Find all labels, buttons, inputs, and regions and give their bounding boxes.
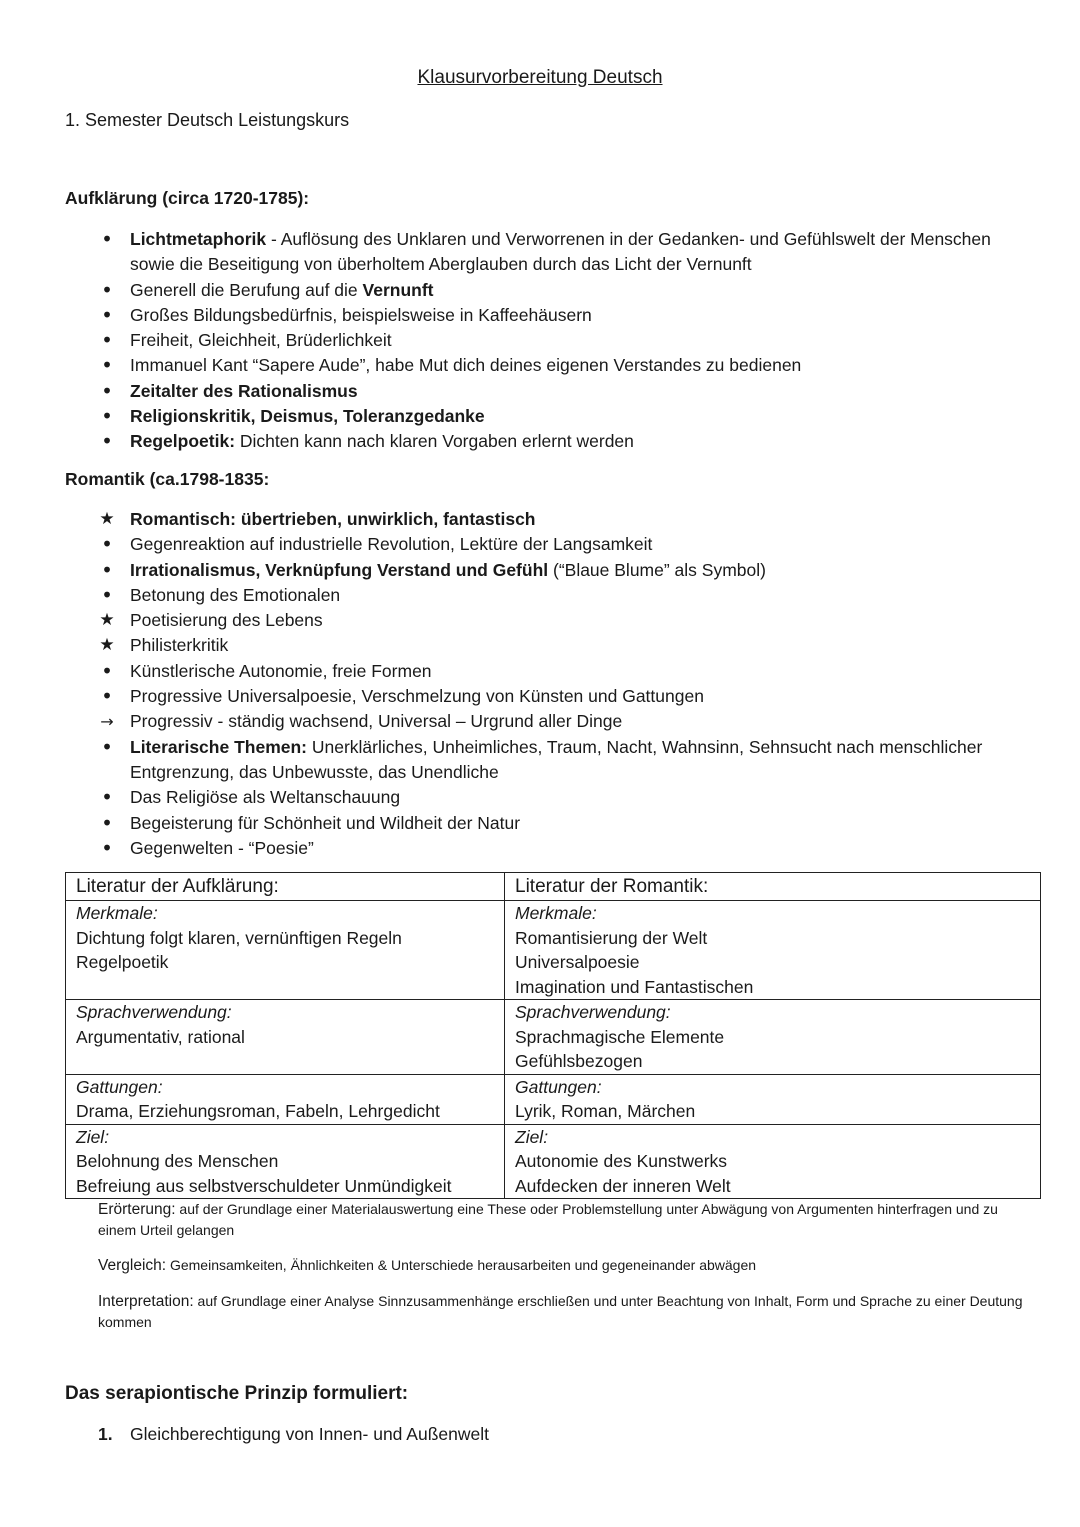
- item-text: Poetisierung des Lebens: [130, 610, 323, 631]
- table-row: [66, 1000, 1041, 1075]
- star-icon: ★: [99, 610, 115, 631]
- bullet-icon: •: [101, 582, 113, 607]
- list-item: [0, 429, 1080, 454]
- item-text: - Auflösung des Unklaren und Verworrenen in der Gedanken- und Gefühlswelt der Menschen sowie die Beseitigung von überholtem Aberglauben durch das Licht der Vernunft: [130, 229, 991, 275]
- list-item: [0, 278, 1080, 303]
- item-text: Immanuel Kant “Sapere Aude”, habe Mut dich deines eigenen Verstandes zu bedienen: [130, 355, 802, 376]
- definition-interpretation: [98, 1291, 1028, 1333]
- bullet-icon: •: [101, 404, 113, 429]
- bold-term: Literarische Themen:: [130, 736, 307, 757]
- list-item: [0, 709, 1080, 734]
- bullet-icon: •: [101, 810, 113, 835]
- list-item: [0, 227, 1080, 278]
- bullet-icon: •: [101, 378, 113, 403]
- list-item: [0, 633, 1080, 658]
- bullet-icon: •: [101, 328, 113, 353]
- row-label: Ziel:: [515, 1126, 549, 1147]
- item-text: Unerklärliches, Unheimliches, Traum, Nacht, Wahnsinn, Sehnsucht nach menschlicher Entgrenzung, das Unbewusste, das Unendliche: [130, 736, 983, 782]
- row-label: Sprachverwendung:: [76, 1002, 232, 1022]
- table-cell: [505, 1000, 1041, 1075]
- item-text: Begeisterung für Schönheit und Wildheit der Natur: [130, 812, 521, 833]
- item-text: Künstlerische Autonomie, freie Formen: [130, 660, 432, 681]
- bold-term: Zeitalter des Rationalismus: [130, 380, 358, 401]
- table-cell: [66, 901, 505, 1000]
- bold-term: Religionskritik, Deismus, Toleranzgedanke: [130, 406, 485, 427]
- definition-text: auf der Grundlage einer Materialauswertung eine These oder Problemstellung unter Abwägung von Argumenten hinterfragen und zu einem Urteil gelangen: [98, 1201, 998, 1238]
- section-heading-romantik: Romantik (ca.1798-1835:: [65, 469, 270, 489]
- table-header-row: [66, 873, 1041, 901]
- item-text: Betonung des Emotionalen: [130, 584, 341, 605]
- bullet-icon: •: [101, 429, 113, 454]
- bold-term: Romantisch: übertrieben, unwirklich, fantastisch: [130, 509, 536, 529]
- row-label: Gattungen:: [76, 1076, 163, 1097]
- comparison-table: [65, 872, 1041, 1199]
- bullet-icon: •: [101, 557, 113, 582]
- list-item: [0, 659, 1080, 684]
- item-text: (“Blaue Blume” als Symbol): [548, 559, 766, 580]
- definition-eroerterung: [98, 1199, 1028, 1241]
- item-text: Gegenreaktion auf industrielle Revolution, Lektüre der Langsamkeit: [130, 534, 653, 555]
- item-text: Generell die Berufung auf die: [130, 279, 363, 300]
- definition-text: Gemeinsamkeiten, Ähnlichkeiten & Unterschiede herausarbeiten und gegeneinander abwägen: [166, 1257, 757, 1273]
- table-cell: [66, 1000, 505, 1075]
- bullet-icon: •: [101, 302, 113, 327]
- bullet-icon: •: [101, 835, 113, 860]
- item-text: Das Religiöse als Weltanschauung: [130, 787, 401, 808]
- row-label: Merkmale:: [76, 903, 158, 923]
- row-label: Gattungen:: [515, 1076, 602, 1097]
- definition-vergleich: [98, 1255, 1028, 1276]
- table-header-romantik: Literatur der Romantik:: [505, 873, 1041, 901]
- table-cell: [505, 1124, 1041, 1199]
- list-item: [0, 735, 1080, 786]
- cell-text: Drama, Erziehungsroman, Fabeln, Lehrgedicht: [76, 1101, 440, 1121]
- cell-text: Dichtung folgt klaren, vernünftigen Regeln Regelpoetik: [76, 927, 402, 972]
- cell-text: Argumentativ, rational: [76, 1026, 245, 1047]
- definition-term: Vergleich:: [98, 1257, 167, 1274]
- list-item: [0, 608, 1080, 633]
- section-heading-serapion: Das serapiontische Prinzip formuliert:: [65, 1383, 409, 1404]
- list-item: [0, 328, 1080, 353]
- list-item: [0, 836, 1080, 861]
- table-row: [66, 1124, 1041, 1199]
- list-item: [0, 303, 1080, 328]
- page-title: Klausurvorbereitung Deutsch: [417, 67, 663, 88]
- cell-text: Sprachmagische Elemente Gefühlsbezogen: [515, 1026, 725, 1071]
- star-icon: ★: [99, 635, 115, 656]
- bullet-icon: •: [101, 658, 113, 683]
- arrow-right-icon: →: [100, 712, 114, 732]
- list-item: [0, 684, 1080, 709]
- item-text: Progressiv - ständig wachsend, Universal – Urgrund aller Dinge: [130, 711, 623, 732]
- item-text: Philisterkritik: [130, 635, 229, 656]
- list-item: [0, 379, 1080, 404]
- list-item-text: Gleichberechtigung von Innen- und Außenwelt: [130, 1424, 489, 1444]
- romantik-list: [0, 507, 1080, 861]
- table-row: [66, 901, 1041, 1000]
- item-text: Dichten kann nach klaren Vorgaben erlernt werden: [235, 431, 634, 452]
- bullet-icon: •: [101, 532, 113, 557]
- list-number: 1.: [98, 1424, 113, 1444]
- cell-text: Romantisierung der Welt Universalpoesie Imagination und Fantastischen: [515, 927, 754, 997]
- row-label: Merkmale:: [515, 903, 597, 923]
- table-cell: [505, 1074, 1041, 1124]
- bullet-icon: •: [101, 277, 113, 302]
- list-item: [0, 785, 1080, 810]
- definition-text: auf Grundlage einer Analyse Sinnzusammenhänge erschließen und unter Beachtung von Inhalt, Form und Sprache zu einer Deutung kommen: [98, 1293, 1023, 1330]
- bold-term: Regelpoetik:: [130, 431, 236, 452]
- list-item: [0, 507, 1080, 532]
- definition-term: Interpretation:: [98, 1293, 194, 1310]
- table-header-aufklaerung: Literatur der Aufklärung:: [66, 873, 505, 901]
- cell-text: Belohnung des Menschen Befreiung aus selbstverschuldeter Unmündigkeit: [76, 1151, 452, 1196]
- section-heading-aufklaerung: Aufklärung (circa 1720-1785):: [65, 188, 310, 208]
- list-item: [0, 558, 1080, 583]
- aufklaerung-list: [0, 227, 1080, 455]
- row-label: Ziel:: [76, 1126, 110, 1147]
- bullet-icon: •: [101, 734, 113, 759]
- list-item: [0, 811, 1080, 836]
- list-item: [0, 532, 1080, 557]
- bold-term: Irrationalismus, Verknüpfung Verstand und Gefühl: [130, 559, 549, 580]
- item-text: Großes Bildungsbedürfnis, beispielsweise in Kaffeehäusern: [130, 304, 592, 325]
- bullet-icon: •: [101, 684, 113, 709]
- item-text: Progressive Universalpoesie, Verschmelzung von Künsten und Gattungen: [130, 686, 704, 707]
- list-item: [0, 404, 1080, 429]
- cell-text: Autonomie des Kunstwerks Aufdecken der inneren Welt: [515, 1151, 731, 1196]
- table-cell: [66, 1074, 505, 1124]
- table-row: [66, 1074, 1041, 1124]
- bullet-icon: •: [101, 353, 113, 378]
- bold-term: Vernunft: [362, 279, 434, 300]
- star-icon: ★: [99, 509, 115, 529]
- row-label: Sprachverwendung:: [515, 1002, 671, 1022]
- list-item: [0, 583, 1080, 608]
- list-item: [0, 353, 1080, 378]
- subtitle: 1. Semester Deutsch Leistungskurs: [65, 110, 350, 130]
- cell-text: Lyrik, Roman, Märchen: [515, 1101, 696, 1121]
- definition-term: Erörterung:: [98, 1201, 176, 1218]
- bullet-icon: •: [101, 785, 113, 810]
- item-text: Gegenwelten - “Poesie”: [130, 837, 314, 858]
- item-text: Freiheit, Gleichheit, Brüderlichkeit: [130, 330, 392, 351]
- bold-term: Lichtmetaphorik: [130, 229, 267, 249]
- table-cell: [505, 901, 1041, 1000]
- bullet-icon: •: [101, 227, 113, 251]
- table-cell: [66, 1124, 505, 1199]
